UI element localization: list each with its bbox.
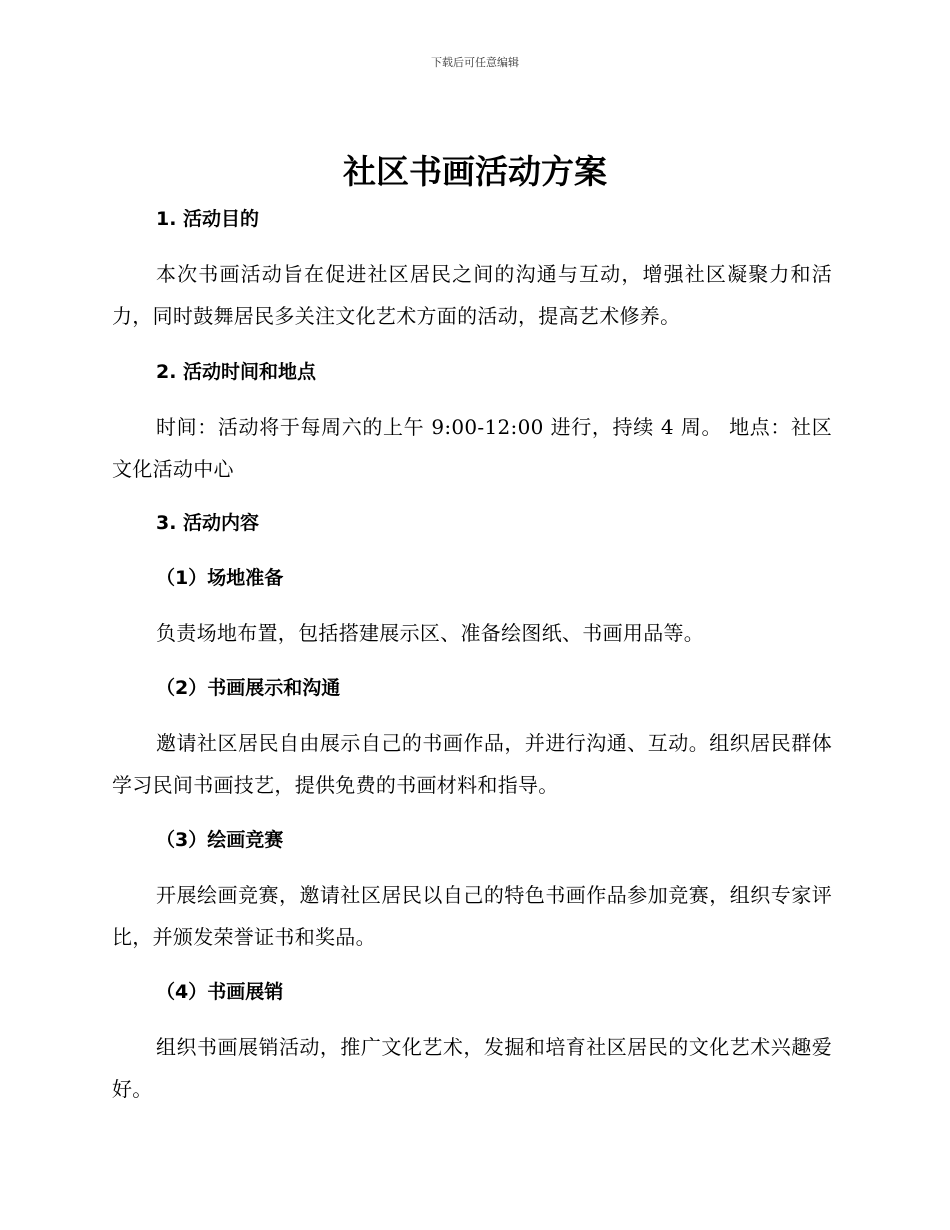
section-heading-purpose: 1. 活动目的 bbox=[156, 208, 260, 230]
page-header-note: 下载后可任意编辑 bbox=[431, 56, 519, 69]
paragraph-exhibition-sale: 组织书画展销活动，推广文化艺术，发掘和培育社区居民的文化艺术兴趣爱好。 bbox=[112, 1035, 832, 1101]
paragraph-exhibition-communication: 邀请社区居民自由展示自己的书画作品，并进行沟通、互动。组织居民群体学习民间书画技艺，提供免费的书画材料和指导。 bbox=[112, 731, 832, 797]
paragraph-venue-preparation: 负责场地布置，包括搭建展示区、准备绘图纸、书画用品等。 bbox=[156, 621, 705, 645]
paragraph-painting-competition: 开展绘画竞赛，邀请社区居民以自己的特色书画作品参加竞赛，组织专家评比，并颁发荣誉证书和奖品。 bbox=[112, 883, 832, 949]
document-title: 社区书画活动方案 bbox=[343, 152, 607, 191]
section-heading-content: 3. 活动内容 bbox=[156, 512, 260, 534]
subheading-exhibition-communication: （2）书画展示和沟通 bbox=[156, 677, 341, 699]
paragraph-time-place: 时间：活动将于每周六的上午 9:00-12:00 进行，持续 4 周。 地点：社区文化活动中心 bbox=[112, 415, 832, 481]
subheading-venue-preparation: （1）场地准备 bbox=[156, 567, 284, 589]
subheading-exhibition-sale: （4）书画展销 bbox=[156, 981, 284, 1003]
paragraph-purpose: 本次书画活动旨在促进社区居民之间的沟通与互动，增强社区凝聚力和活力，同时鼓舞居民多关注文化艺术方面的活动，提高艺术修养。 bbox=[112, 262, 832, 328]
subheading-painting-competition: （3）绘画竞赛 bbox=[156, 829, 284, 851]
section-heading-time-place: 2. 活动时间和地点 bbox=[156, 361, 317, 383]
